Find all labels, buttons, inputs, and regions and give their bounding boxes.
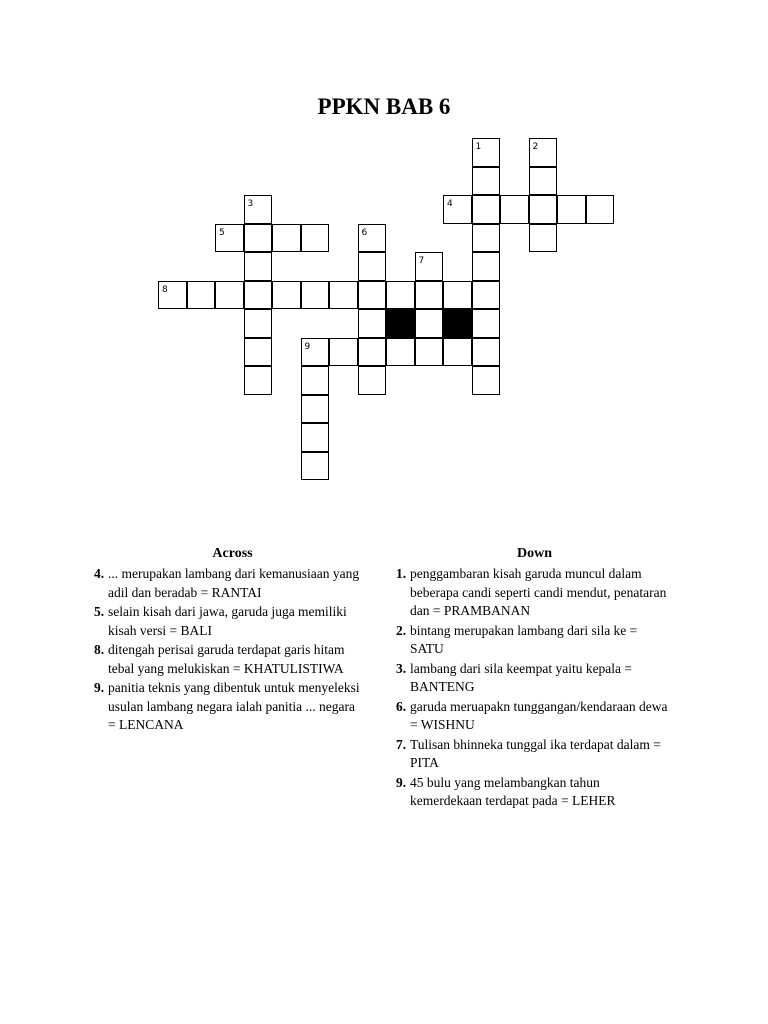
- crossword-cell[interactable]: [557, 195, 586, 224]
- across-clue: [94, 603, 360, 640]
- down-clue: [396, 774, 674, 811]
- crossword-cell-blocked: [443, 309, 472, 338]
- crossword-cell[interactable]: [244, 224, 273, 253]
- cell-number: 9: [304, 341, 311, 352]
- crossword-cell[interactable]: [443, 281, 472, 310]
- crossword-cell[interactable]: [472, 167, 501, 196]
- clue-text: 45 bulu yang melambangkan tahun kemerdekaan terdapat pada = LEHER: [410, 774, 616, 808]
- crossword-cell[interactable]: [472, 281, 501, 310]
- crossword-cell[interactable]: [244, 252, 273, 281]
- crossword-cell[interactable]: [187, 281, 216, 310]
- clue-text: lambang dari sila keempat yaitu kepala = BANTENG: [410, 660, 633, 694]
- crossword-cell[interactable]: [443, 195, 472, 224]
- crossword-cell[interactable]: [472, 252, 501, 281]
- clue-text: garuda meruapakn tunggangan/kendaraan dewa = WISHNU: [410, 698, 668, 732]
- crossword-cell[interactable]: [301, 281, 330, 310]
- cell-number: 6: [361, 227, 368, 238]
- cell-number: 2: [532, 142, 539, 152]
- crossword-cell[interactable]: [301, 452, 330, 481]
- crossword-cell[interactable]: [329, 281, 358, 310]
- crossword-cell[interactable]: [415, 338, 444, 367]
- clue-number: 1.: [396, 566, 407, 581]
- across-clue: [94, 565, 360, 602]
- cell-number: 7: [418, 256, 425, 266]
- crossword-cell[interactable]: [329, 338, 358, 367]
- across-clue: [94, 641, 360, 678]
- down-clue: [396, 622, 674, 659]
- crossword-cell[interactable]: [529, 195, 558, 224]
- clue-number: 8.: [94, 642, 105, 657]
- crossword-cell[interactable]: [301, 366, 330, 395]
- cell-number: 4: [447, 199, 453, 209]
- clue-number: 7.: [396, 736, 407, 752]
- crossword-cell[interactable]: [415, 252, 444, 281]
- page-title: PPKN BAB 6: [317, 94, 451, 119]
- clue-text: bintang merupakan lambang dari sila ke = SATU: [410, 622, 638, 656]
- down-clue: [396, 736, 674, 773]
- clue-text: ditengah perisai garuda terdapat garis hitam tebal yang melukiskan = KHATULISTIWA: [108, 642, 345, 676]
- across-heading: Across: [212, 546, 253, 561]
- crossword-cell[interactable]: [301, 338, 330, 367]
- crossword-cell[interactable]: [415, 309, 444, 338]
- crossword-cell[interactable]: [244, 338, 273, 367]
- crossword-cell[interactable]: [272, 281, 301, 310]
- clue-text: panitia teknis yang dibentuk untuk menyeleksi usulan lambang negara ialah panitia ... negara = LENCANA: [108, 680, 360, 732]
- down-clue: [396, 698, 674, 735]
- crossword-cell[interactable]: [358, 366, 387, 395]
- crossword-cell[interactable]: [358, 281, 387, 310]
- crossword-cell[interactable]: [500, 195, 529, 224]
- down-clues: [396, 565, 674, 812]
- crossword-cell[interactable]: [472, 138, 501, 167]
- crossword-cell[interactable]: [158, 281, 187, 310]
- clue-text: penggambaran kisah garuda muncul dalam beberapa candi seperti candi mendut, penataran dan = PRAMBANAN: [410, 566, 667, 618]
- across-clue: [94, 679, 360, 735]
- crossword-cell[interactable]: [358, 309, 387, 338]
- cell-number: 8: [162, 284, 168, 295]
- down-heading: Down: [516, 546, 552, 561]
- clue-number: 9.: [94, 680, 105, 695]
- clue-number: 4.: [94, 566, 105, 581]
- crossword-cell[interactable]: [472, 224, 501, 253]
- cell-number: 5: [219, 227, 225, 238]
- clue-text: ... merupakan lambang dari kemanusiaan yang adil dan beradab = RANTAI: [108, 566, 360, 600]
- crossword-cell[interactable]: [472, 366, 501, 395]
- clue-text: selain kisah dari jawa, garuda juga memiliki kisah versi = BALI: [108, 604, 347, 638]
- clue-number: 2.: [396, 622, 407, 638]
- crossword-cell[interactable]: [529, 224, 558, 253]
- crossword-cell[interactable]: [415, 281, 444, 310]
- crossword-cell[interactable]: [244, 309, 273, 338]
- cell-number: 3: [247, 199, 254, 209]
- crossword-cell-blocked: [386, 309, 415, 338]
- crossword-cell[interactable]: [472, 195, 501, 224]
- crossword-cell[interactable]: [301, 224, 330, 253]
- crossword-cell[interactable]: [443, 338, 472, 367]
- crossword-cell[interactable]: [529, 138, 558, 167]
- crossword-cell[interactable]: [301, 423, 330, 452]
- down-clue: [396, 660, 674, 697]
- crossword-cell[interactable]: [244, 281, 273, 310]
- crossword-cell[interactable]: [301, 395, 330, 424]
- cell-number: 1: [475, 142, 482, 152]
- clue-number: 6.: [396, 698, 407, 714]
- crossword-cell[interactable]: [472, 309, 501, 338]
- clue-number: 3.: [396, 660, 407, 676]
- crossword-cell[interactable]: [244, 195, 273, 224]
- crossword-cell[interactable]: [215, 224, 244, 253]
- crossword-cell[interactable]: [472, 338, 501, 367]
- crossword-cell[interactable]: [386, 338, 415, 367]
- crossword-cell[interactable]: [244, 366, 273, 395]
- crossword-cell[interactable]: [529, 167, 558, 196]
- down-clue: [396, 565, 674, 621]
- across-clues: [94, 565, 360, 736]
- clue-number: 9.: [396, 774, 407, 790]
- crossword-cell[interactable]: [386, 281, 415, 310]
- crossword-cell[interactable]: [272, 224, 301, 253]
- clue-text: Tulisan bhinneka tunggal ika terdapat dalam = PITA: [410, 736, 661, 770]
- crossword-cell[interactable]: [215, 281, 244, 310]
- crossword-cell[interactable]: [586, 195, 615, 224]
- crossword-cell[interactable]: [358, 338, 387, 367]
- clue-number: 5.: [94, 604, 105, 619]
- crossword-cell[interactable]: [358, 252, 387, 281]
- crossword-cell[interactable]: [358, 224, 387, 253]
